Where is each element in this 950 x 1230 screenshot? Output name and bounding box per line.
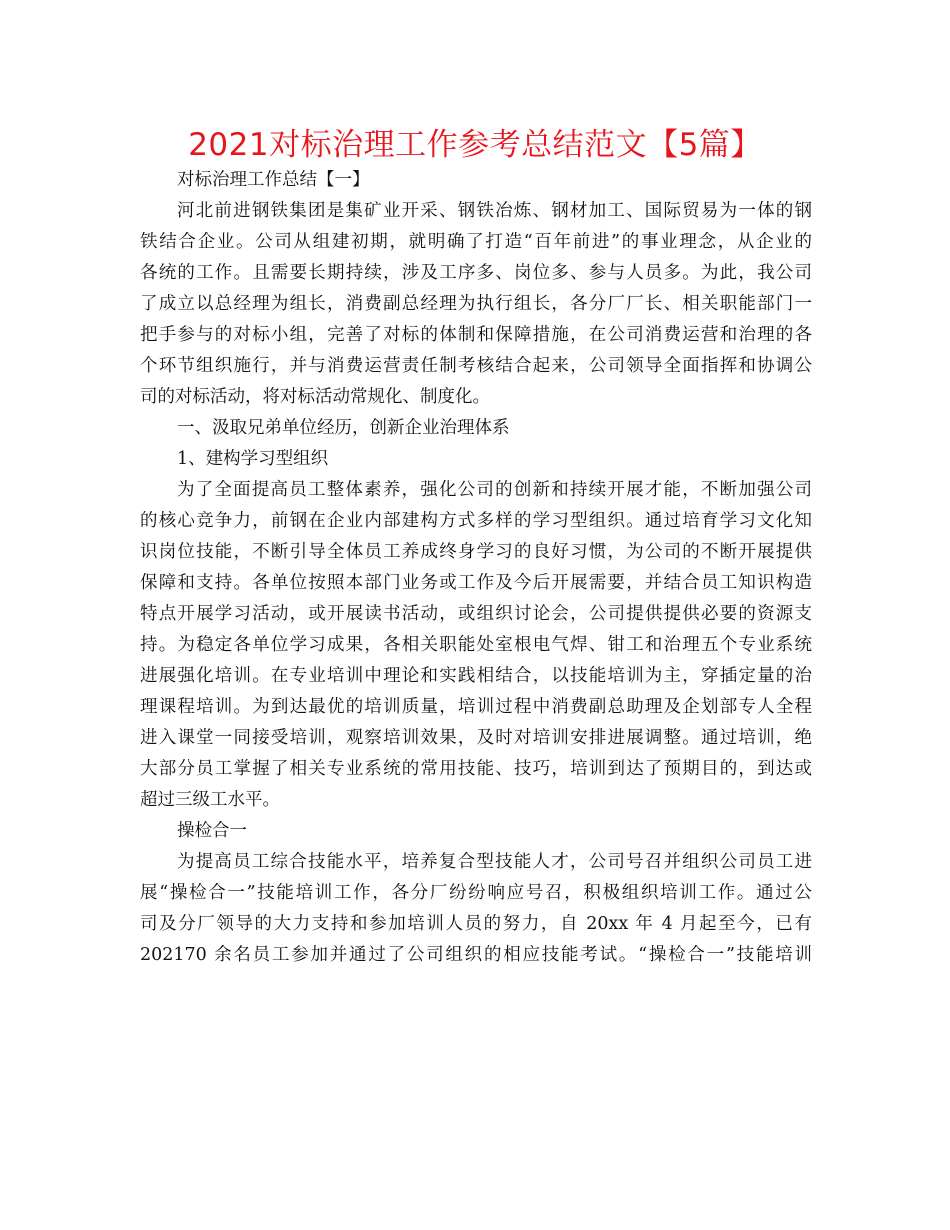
paragraph-line: 识岗位技能，不断引导全体员工养成终身学习的良好习惯，为公司的不断开展提供 bbox=[140, 542, 812, 562]
paragraph-line: 河北前进钢铁集团是集矿业开采、钢铁冶炼、钢材加工、国际贸易为一体的钢 bbox=[177, 201, 812, 221]
paragraph-line: 司及分厂领导的大力支持和参加培训人员的努力，自 20xx 年 4 月起至今，已有 bbox=[140, 914, 812, 934]
document-title: 2021对标治理工作参考总结范文【5篇】 bbox=[188, 127, 762, 163]
paragraph-line: 大部分员工掌握了相关专业系统的常用技能、技巧，培训到达了预期目的，到达或 bbox=[140, 759, 812, 779]
paragraph-line: 铁结合企业。公司从组建初期，就明确了打造“百年前进”的事业理念，从企业的 bbox=[140, 232, 812, 252]
paragraph-line: 理课程培训。为到达最优的培训质量，培训过程中消费副总助理及企划部专人全程 bbox=[140, 697, 812, 717]
paragraph-line: 超过三级工水平。 bbox=[140, 790, 280, 810]
paragraph-line: 司的对标活动，将对标活动常规化、制度化。 bbox=[140, 387, 490, 407]
subsection-heading: 操检合一 bbox=[177, 821, 247, 841]
paragraph-line: 持。为稳定各单位学习成果，各相关职能处室根电气焊、钳工和治理五个专业系统 bbox=[140, 635, 812, 655]
paragraph-line: 展“操检合一”技能培训工作，各分厂纷纷响应号召，积极组织培训工作。通过公 bbox=[140, 883, 812, 903]
paragraph-line: 202170 余名员工参加并通过了公司组织的相应技能考试。“操检合一”技能培训 bbox=[140, 945, 812, 965]
paragraph-line: 个环节组织施行，并与消费运营责任制考核结合起来，公司领导全面指挥和协调公 bbox=[140, 356, 812, 376]
paragraph-line: 为了全面提高员工整体素养，强化公司的创新和持续开展才能，不断加强公司 bbox=[177, 480, 812, 500]
subsection-heading: 1、建构学习型组织 bbox=[177, 449, 329, 469]
paragraph-line: 了成立以总经理为组长，消费副总经理为执行组长，各分厂厂长、相关职能部门一 bbox=[140, 294, 812, 314]
section-heading: 一、汲取兄弟单位经历，创新企业治理体系 bbox=[177, 418, 510, 438]
paragraph-line: 进入课堂一同接受培训，观察培训效果，及时对培训安排进展调整。通过培训，绝 bbox=[140, 728, 812, 748]
paragraph-line: 保障和支持。各单位按照本部门业务或工作及今后开展需要，并结合员工知识构造 bbox=[140, 573, 812, 593]
paragraph-line: 的核心竞争力，前钢在企业内部建构方式多样的学习型组织。通过培育学习文化知 bbox=[140, 511, 812, 531]
paragraph-line: 进展强化培训。在专业培训中理论和实践相结合，以技能培训为主，穿插定量的治 bbox=[140, 666, 812, 686]
paragraph-line: 为提高员工综合技能水平，培养复合型技能人才，公司号召并组织公司员工进 bbox=[177, 852, 812, 872]
document-body bbox=[140, 165, 812, 971]
section-heading: 对标治理工作总结【一】 bbox=[177, 170, 370, 190]
paragraph-line: 把手参与的对标小组，完善了对标的体制和保障措施，在公司消费运营和治理的各 bbox=[140, 325, 812, 345]
paragraph-line: 特点开展学习活动，或开展读书活动，或组织讨论会，公司提供提供必要的资源支 bbox=[140, 604, 812, 624]
paragraph-line: 各统的工作。且需要长期持续，涉及工序多、岗位多、参与人员多。为此，我公司 bbox=[140, 263, 812, 283]
